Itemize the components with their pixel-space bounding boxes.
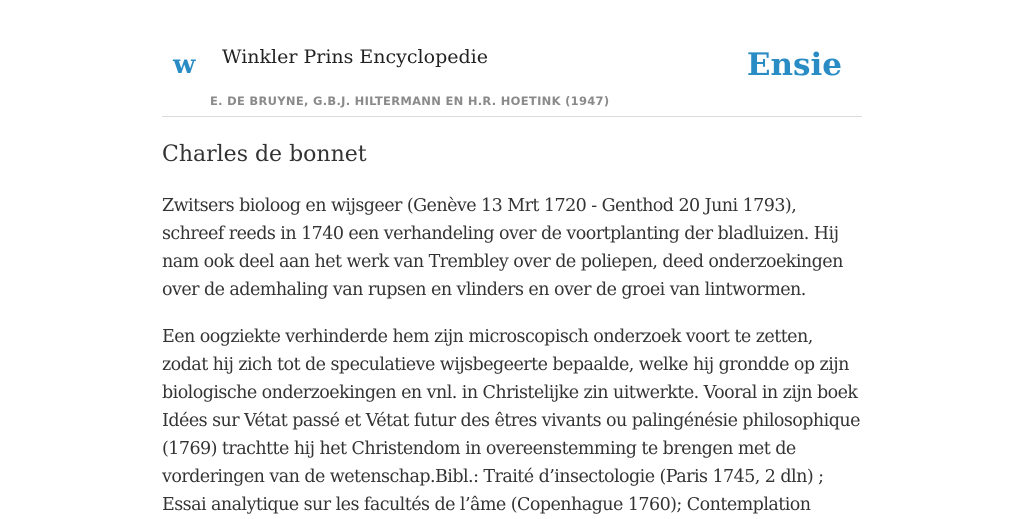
winkler-prins-logo[interactable]: w (173, 50, 196, 80)
entry-paragraph-2: Een oogziekte verhinderde hem zijn microscopisch onderzoek voort te zetten, zodat hij zich tot de speculatieve wijsbegeerte bepaalde, welke hij grondde op zijn biologische onderzoekingen en vnl. in Christelijke zin uitwerkte. Vooral in zijn boek Idées sur Vétat passé et Vétat futur des êtres vivants ou palingénésie philosophique (1769) trachtte hij het Christendom in overeenstemming te brengen met de vorderingen van de wetenschap.Bibl.: Traité d’insectologie (Paris 1745, 2 dln) ; Essai analytique sur les facultés de l’âme (Copenhague 1760); Contemplation (162, 326, 860, 515)
site-header (162, 0, 862, 117)
source-title[interactable]: Winkler Prins Encyclopedie (222, 46, 488, 68)
entry-title: Charles de bonnet (162, 142, 367, 167)
ensie-logo[interactable]: Ensie (746, 47, 842, 83)
source-authors: E. DE BRUYNE, G.B.J. HILTERMANN EN H.R. HOETINK (1947) (210, 94, 610, 108)
entry-paragraph-1: Zwitsers bioloog en wijsgeer (Genève 13 Mrt 1720 - Genthod 20 Juni 1793), schreef reeds in 1740 een verhandeling over de voortplanting der bladluizen. Hij nam ook deel aan het werk van Trembley over de poliepen, deed onderzoekingen over de ademhaling van rupsen en vlinders en over de groei van lintwormen. (162, 195, 843, 300)
page-container (162, 0, 862, 519)
